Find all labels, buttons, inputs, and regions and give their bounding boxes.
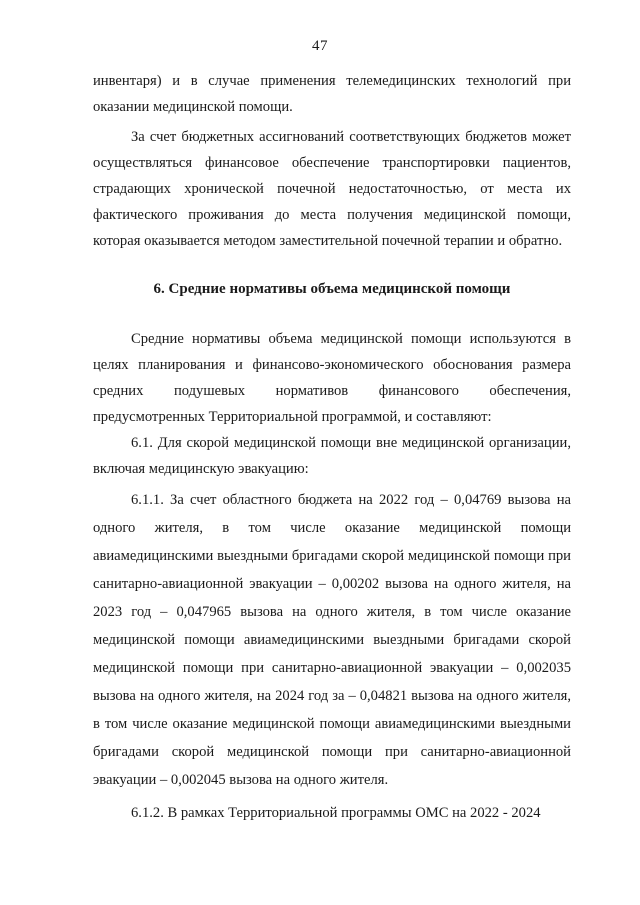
section-heading: 6. Средние нормативы объема медицинской помощи [153, 281, 511, 297]
document-body [93, 68, 571, 826]
paragraph-6-1-1: 6.1.1. За счет областного бюджета на 2022 год – 0,04769 вызова на одного жителя, в том числе оказание медицинской помощи авиамедицинскими выездными бригадами скорой медицинской помощи при санитарно-авиационной эвакуации – 0,00202 вызова на одного жителя, на 2023 год – 0,047965 вызова на одного жителя, в том числе оказание медицинской помощи авиамедицинскими выездными бригадами скорой медицинской помощи при санитарно-авиационной эвакуации – 0,002035 вызова на одного жителя, на 2024 год за – 0,04821 вызова на одного жителя, в том числе оказание медицинской помощи авиамедицинскими выездными бригадами скорой медицинской помощи при санитарно-авиационной эвакуации – 0,002045 вызова на одного жителя. [93, 492, 571, 788]
paragraph-6-1: 6.1. Для скорой медицинской помощи вне медицинской организации, включая медицинскую эвакуацию: [93, 435, 571, 477]
paragraph-transport-funding: За счет бюджетных ассигнований соответствующих бюджетов может осуществляться финансовое обеспечение транспортировки пациентов, страдающих хронической почечной недостаточностью, от места их фактического проживания до места получения медицинской помощи, которая оказывается методом заместительной почечной терапии и обратно. [93, 129, 571, 249]
paragraph-continuation: инвентаря) и в случае применения телемедицинских технологий при оказании медицинской помощи. [93, 73, 571, 115]
paragraph-norms-intro: Средние нормативы объема медицинской помощи используются в целях планирования и финансово-экономического обоснования размера средних подушевых нормативов финансового обеспечения, предусмотренных Территориальной программой, и составляют: [93, 331, 571, 425]
paragraph-6-1-2: 6.1.2. В рамках Территориальной программы ОМС на 2022 - 2024 [131, 805, 541, 821]
page-number: 47 [312, 38, 328, 54]
